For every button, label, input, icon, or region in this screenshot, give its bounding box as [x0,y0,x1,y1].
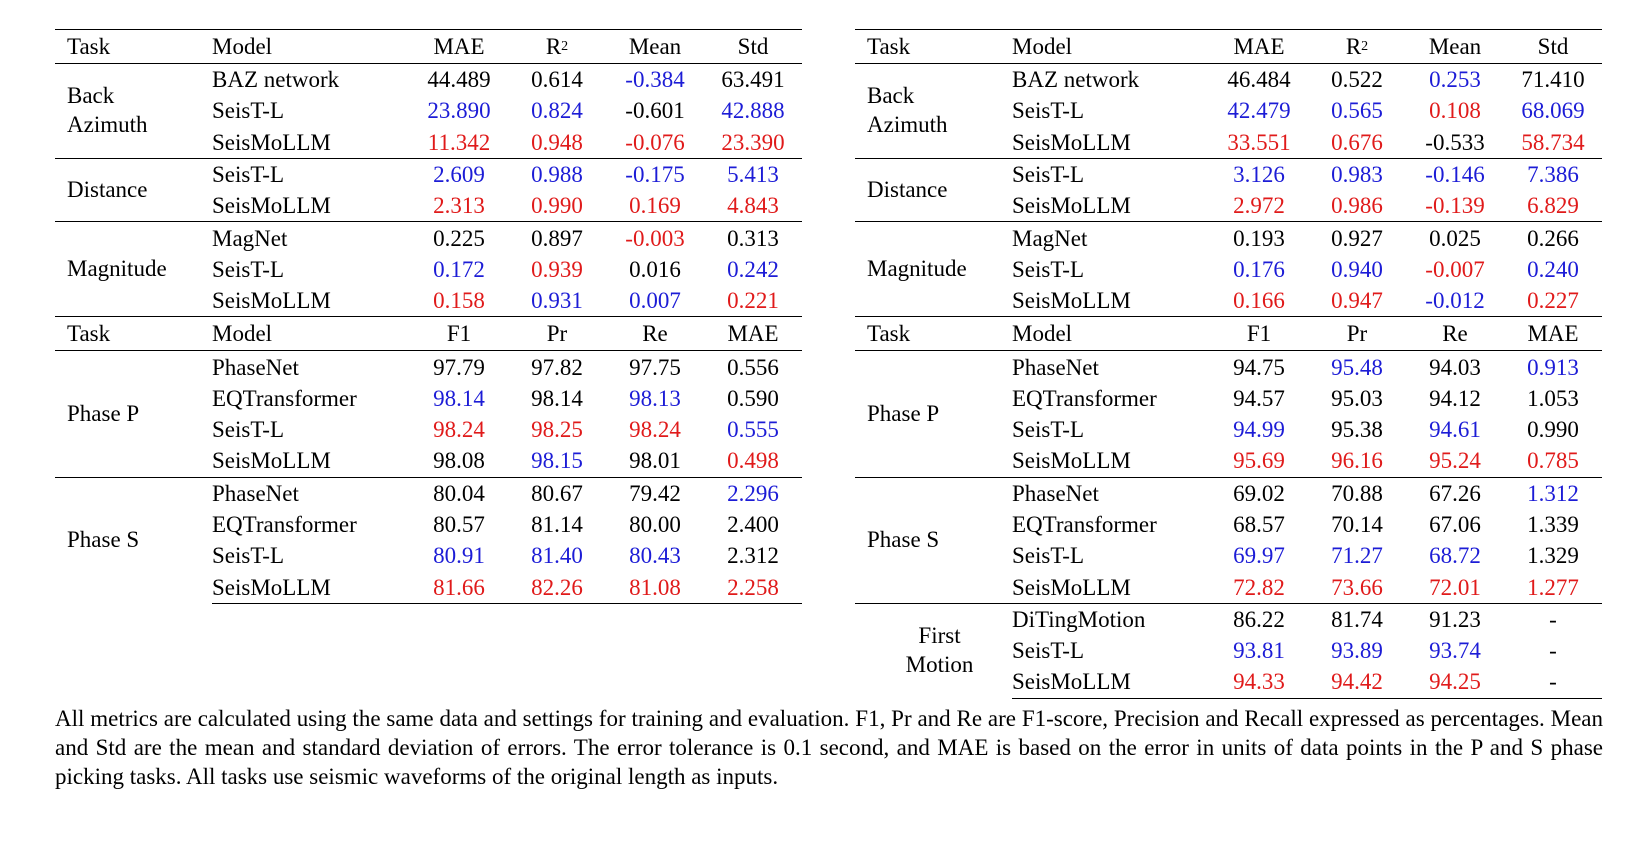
model-name: EQTransformer [1012,385,1157,411]
metric-value: 98.13 [629,385,681,411]
metric-value: 69.02 [1210,477,1308,509]
metric-value: 2.400 [727,512,779,537]
metric-value: 72.82 [1233,574,1285,600]
metric-value: 0.169 [629,193,681,219]
metric-value: 67.06 [1429,512,1481,537]
model-name: BAZ network [212,64,410,96]
header-superscript: 2 [561,39,569,54]
metric-value: 71.27 [1331,543,1383,569]
metric-value: 98.25 [531,417,583,443]
metric-value: 42.479 [1227,98,1291,124]
table-row [55,351,802,383]
model-name: SeisMoLLM [212,448,331,474]
header-label: Pr [546,321,568,347]
header-col3 [606,30,704,64]
metric-value: 68.57 [1233,512,1285,537]
task-label [855,158,1012,222]
metric-value: 2.312 [727,543,779,569]
metric-value: 80.67 [508,477,606,509]
header-col2 [508,30,606,64]
header-task [855,30,1012,64]
metric-value: 80.57 [433,512,485,537]
table-row [55,158,802,190]
metric-value: 94.57 [1233,385,1285,411]
model-name: EQTransformer [212,385,357,411]
task-line: First [918,623,961,649]
metric-value: 98.01 [629,448,681,474]
task-label [55,222,212,317]
metric-value: 1.053 [1527,385,1579,411]
table-row [855,477,1602,509]
metric-value: 98.14 [433,385,485,411]
metric-value: 68.72 [1429,543,1481,569]
metric-value: 82.26 [508,571,606,603]
task-label [855,603,1012,698]
metric-value: 0.983 [1308,158,1406,190]
header-model [212,317,410,351]
metric-value: -0.007 [1425,256,1485,282]
metric-value: 0.990 [531,193,583,219]
metric-value: 0.166 [1233,288,1285,314]
metric-value: 23.390 [721,129,785,155]
metric-value: 2.313 [433,193,485,219]
results-table-right [855,29,1602,699]
table-row [855,351,1602,383]
metric-value: 93.74 [1429,638,1481,664]
header-col4 [704,30,802,64]
metric-value: 94.61 [1429,417,1481,443]
metric-value: 97.82 [508,351,606,383]
header-row [855,30,1602,64]
table-row [855,64,1602,96]
metric-value: 0.824 [531,98,583,124]
metric-value: 3.126 [1210,158,1308,190]
header-label: Pr [1346,321,1368,347]
table-row [855,222,1602,254]
metric-value: - [1504,603,1602,635]
header-row [855,317,1602,351]
metric-value: 81.08 [606,571,704,603]
metric-value: 0.931 [531,288,583,314]
metric-value: 0.266 [1504,222,1602,254]
metric-value: 98.15 [531,448,583,474]
model-name: SeisT-L [212,543,284,569]
metric-value: 0.108 [1429,98,1481,124]
metric-value: 0.988 [508,158,606,190]
model-name: SeisMoLLM [212,571,410,603]
task-label [55,477,212,603]
metric-value: 2.609 [410,158,508,190]
metric-value: 46.484 [1210,64,1308,96]
header-col2 [1308,30,1406,64]
metric-value: 68.069 [1521,98,1585,124]
model-name: SeisT-L [212,256,284,282]
task-line: Back [867,83,915,109]
header-label: Re [642,321,668,347]
metric-value: 71.410 [1504,64,1602,96]
metric-value: 80.04 [410,477,508,509]
table-row [855,603,1602,635]
header-label: F1 [446,321,472,347]
metric-value: 95.24 [1429,448,1481,474]
model-name: PhaseNet [1012,477,1210,509]
header-label: Re [1442,321,1468,347]
metric-value: 93.81 [1233,638,1285,664]
header-label: Std [737,34,769,59]
metric-value: 0.522 [1308,64,1406,96]
metric-value: 94.33 [1210,666,1308,698]
metric-value: 4.843 [727,193,779,219]
metric-value: 0.193 [1210,222,1308,254]
metric-value: 7.386 [1504,158,1602,190]
header-col2 [508,317,606,351]
metric-value: 97.75 [606,351,704,383]
task-line: Phase S [867,526,940,552]
model-name: SeisT-L [1012,158,1210,190]
model-name: PhaseNet [212,351,410,383]
header-col4 [704,317,802,351]
metric-value: 94.03 [1406,351,1504,383]
header-label: R [545,34,562,59]
metric-value: 0.016 [629,256,681,282]
metric-value: 0.565 [1331,98,1383,124]
task-label [855,351,1012,477]
metric-value: 98.14 [531,385,583,411]
task-line: Phase P [67,400,140,426]
header-label: MAE [1233,34,1285,59]
metric-value: 70.14 [1331,512,1383,537]
header-label: Task [67,34,111,59]
task-line: Back [67,83,115,109]
metric-value: 23.890 [427,98,491,124]
table-row [55,64,802,96]
header-label: Std [1537,34,1569,59]
metric-value: 0.225 [410,222,508,254]
header-row [55,30,802,64]
metric-value: 0.990 [1527,417,1579,443]
header-label: Task [867,34,911,59]
task-label [55,351,212,477]
metric-value: 0.025 [1406,222,1504,254]
model-name: SeisMoLLM [1012,448,1131,474]
model-name: SeisMoLLM [212,129,331,155]
header-task [855,317,1012,351]
metric-value: -0.076 [625,129,685,155]
metric-value: - [1504,666,1602,698]
model-name: SeisT-L [212,417,284,443]
metric-value: 0.221 [727,288,779,314]
metric-value: 0.939 [531,256,583,282]
metric-value: 0.927 [1308,222,1406,254]
header-col4 [1504,30,1602,64]
metric-value: 63.491 [704,64,802,96]
model-name: SeisMoLLM [1012,193,1131,219]
metric-value: 0.785 [1527,448,1579,474]
model-name: MagNet [1012,222,1210,254]
header-col1 [410,317,508,351]
metric-value: 98.24 [629,417,681,443]
header-task [55,317,212,351]
header-label: MAE [727,321,779,347]
metric-value: 96.16 [1331,448,1383,474]
model-name: SeisMoLLM [1012,288,1131,314]
task-label [855,64,1012,159]
metric-value: 0.253 [1406,64,1504,96]
model-name: BAZ network [1012,64,1210,96]
metric-value: 0.313 [704,222,802,254]
header-label: Task [67,321,111,347]
task-line: Phase S [67,527,140,553]
model-name: SeisT-L [1012,638,1084,664]
metric-value: 0.240 [1527,256,1579,282]
header-model [212,30,410,64]
metric-value: 0.913 [1504,351,1602,383]
header-label: MAE [433,34,485,59]
metric-value: 94.75 [1210,351,1308,383]
metric-value: 79.42 [606,477,704,509]
header-label: Mean [1428,34,1482,59]
header-model [1012,317,1210,351]
task-label [55,158,212,222]
table-row [55,477,802,509]
metric-value: 0.986 [1331,193,1383,219]
metric-value: 86.22 [1210,603,1308,635]
model-name: EQTransformer [1012,512,1157,537]
model-name: MagNet [212,222,410,254]
metric-value: -0.384 [606,64,704,96]
header-label: MAE [1527,321,1579,347]
metric-value: 0.676 [1331,129,1383,155]
task-label [855,222,1012,317]
model-name: PhaseNet [1012,351,1210,383]
model-name: SeisMoLLM [1012,129,1131,155]
metric-value: 91.23 [1406,603,1504,635]
metric-value: 95.69 [1233,448,1285,474]
metric-value: 70.88 [1308,477,1406,509]
header-col3 [606,317,704,351]
metric-value: -0.146 [1406,158,1504,190]
metric-value: 1.277 [1527,574,1579,600]
metric-value: 98.08 [433,448,485,474]
metric-value: 80.00 [629,512,681,537]
model-name: SeisT-L [212,158,410,190]
header-col3 [1406,30,1504,64]
header-model [1012,30,1210,64]
task-line: Azimuth [867,111,948,137]
header-row [55,317,802,351]
metric-value: 0.227 [1527,288,1579,314]
task-label [855,477,1012,603]
header-col4 [1504,317,1602,351]
header-label: Model [1012,321,1073,347]
metric-value: 0.940 [1331,256,1383,282]
metric-value: 94.25 [1406,666,1504,698]
metric-value: 5.413 [704,158,802,190]
task-line: Phase P [867,400,940,426]
metric-value: -0.003 [606,222,704,254]
model-name: SeisMoLLM [1012,574,1131,600]
metric-value: 33.551 [1227,129,1291,155]
metric-value: 0.242 [727,256,779,282]
metric-value: 94.12 [1429,385,1481,411]
model-name: SeisT-L [1012,417,1084,443]
header-label: Mean [628,34,682,59]
model-name: SeisMoLLM [212,288,331,314]
header-col1 [1210,30,1308,64]
metric-value: 95.38 [1331,417,1383,443]
metric-value: 2.296 [704,477,802,509]
metric-value: 81.40 [531,543,583,569]
metric-value: 0.498 [727,448,779,474]
metric-value: 95.48 [1308,351,1406,383]
metric-value: 1.339 [1527,512,1579,537]
header-label: Model [212,321,273,347]
task-line: Magnitude [67,256,167,282]
task-label [55,64,212,159]
metric-value: 0.555 [727,417,779,443]
header-superscript: 2 [1361,39,1369,54]
metric-value: - [1549,638,1557,664]
metric-value: 0.176 [1233,256,1285,282]
metric-value: 0.897 [508,222,606,254]
metric-value: 58.734 [1521,129,1585,155]
metric-value: 80.43 [629,543,681,569]
metric-value: 0.590 [727,385,779,411]
metric-value: 94.42 [1308,666,1406,698]
metric-value: 44.489 [410,64,508,96]
metric-value: 1.329 [1527,543,1579,569]
metric-value: 93.89 [1331,638,1383,664]
task-line: Distance [867,176,948,202]
metric-value: -0.533 [1425,129,1485,155]
metric-value: 0.614 [508,64,606,96]
header-task [55,30,212,64]
metric-value: 0.556 [704,351,802,383]
task-line: Motion [905,651,974,677]
metric-value: 11.342 [427,129,491,155]
model-name: DiTingMotion [1012,603,1210,635]
header-label: Model [212,34,273,59]
model-name: SeisT-L [1012,256,1084,282]
task-line: Azimuth [67,111,148,137]
metric-value: 80.91 [433,543,485,569]
metric-value: -0.139 [1425,193,1485,219]
metric-value: 0.948 [531,129,583,155]
model-name: EQTransformer [212,512,357,537]
model-name: SeisT-L [1012,98,1084,124]
metric-value: -0.012 [1425,288,1485,314]
model-name: SeisMoLLM [212,193,331,219]
model-name: SeisT-L [212,98,284,124]
task-line: Distance [67,176,148,202]
metric-value: 0.172 [433,256,485,282]
metric-value: 0.007 [629,288,681,314]
header-label: R [1345,34,1362,59]
metric-value: 69.97 [1233,543,1285,569]
table-caption: All metrics are calculated using the same data and settings for training and evaluation. F1, Pr and Re are F1-score, Precision and Recall expressed as percentages. Mean and Std are the mean and standard deviation of errors. The error tolerance is 0.1 second, and MAE is based on the error in units of data points in the P and S phase picking tasks. All tasks use seismic waveforms of the original length as inputs. [55,706,1603,789]
metric-value: 42.888 [721,98,785,124]
metric-value: 2.258 [704,571,802,603]
model-name: SeisT-L [1012,543,1084,569]
table-row [855,158,1602,190]
task-line: Magnitude [867,256,967,282]
metric-value: 1.312 [1504,477,1602,509]
metric-value: 95.03 [1331,385,1383,411]
header-label: F1 [1246,321,1272,347]
metric-value: -0.175 [606,158,704,190]
metric-value: 73.66 [1331,574,1383,600]
metric-value: 0.947 [1331,288,1383,314]
metric-value: 98.24 [433,417,485,443]
metric-value: 6.829 [1527,193,1579,219]
metric-value: 0.158 [433,288,485,314]
header-col1 [1210,317,1308,351]
metric-value: 81.66 [410,571,508,603]
header-label: Model [1012,34,1073,59]
results-table-left [55,29,802,604]
metric-value: 81.14 [531,512,583,537]
model-name: SeisMoLLM [1012,666,1210,698]
metric-value: 94.99 [1233,417,1285,443]
header-label: Task [867,321,911,347]
model-name: PhaseNet [212,477,410,509]
metric-value: 97.79 [410,351,508,383]
header-col3 [1406,317,1504,351]
metric-value: 72.01 [1429,574,1481,600]
metric-value: -0.601 [625,98,685,124]
metric-value: 67.26 [1406,477,1504,509]
table-row [55,222,802,254]
metric-value: 81.74 [1308,603,1406,635]
metric-value: 2.972 [1233,193,1285,219]
header-col1 [410,30,508,64]
header-col2 [1308,317,1406,351]
